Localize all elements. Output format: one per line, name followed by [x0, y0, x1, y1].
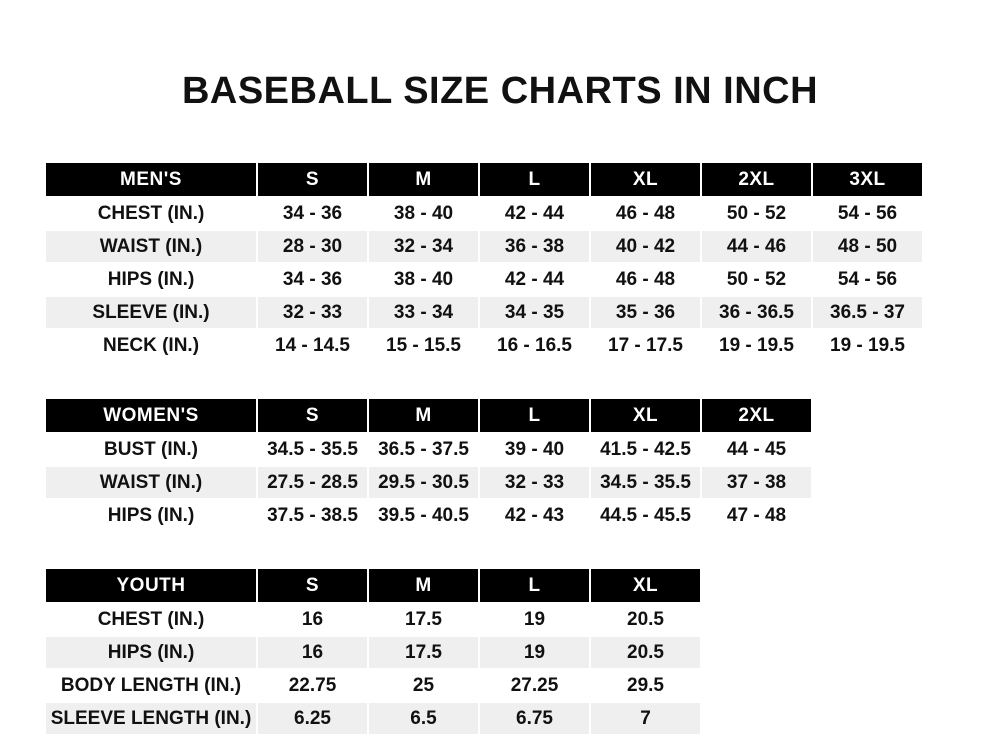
column-header: S	[257, 568, 368, 603]
column-header: M	[368, 568, 479, 603]
table-cell: 36.5 - 37	[812, 296, 923, 329]
table-cell: 6.5	[368, 702, 479, 735]
row-label: HIPS (IN.)	[45, 263, 257, 296]
column-header: M	[368, 162, 479, 197]
youth-size-table	[44, 567, 702, 736]
column-header: L	[479, 162, 590, 197]
column-header: XL	[590, 568, 701, 603]
table-cell: 19	[479, 603, 590, 636]
table-cell: 42 - 43	[479, 499, 590, 532]
column-header: S	[257, 398, 368, 433]
row-label: CHEST (IN.)	[45, 197, 257, 230]
table-row	[45, 636, 701, 669]
womens-size-table	[44, 397, 813, 533]
row-label: SLEEVE (IN.)	[45, 296, 257, 329]
table-header-row	[45, 162, 923, 197]
table-cell: 42 - 44	[479, 263, 590, 296]
table-cell: 25	[368, 669, 479, 702]
row-label: WAIST (IN.)	[45, 230, 257, 263]
table-header-row	[45, 398, 812, 433]
column-header: 3XL	[812, 162, 923, 197]
table-cell: 20.5	[590, 603, 701, 636]
row-label: NECK (IN.)	[45, 329, 257, 362]
table-cell: 33 - 34	[368, 296, 479, 329]
row-label: BODY LENGTH (IN.)	[45, 669, 257, 702]
column-header: XL	[590, 162, 701, 197]
row-label: SLEEVE LENGTH (IN.)	[45, 702, 257, 735]
table-cell: 37 - 38	[701, 466, 812, 499]
column-header: MEN'S	[45, 162, 257, 197]
table-cell: 36.5 - 37.5	[368, 433, 479, 466]
table-row	[45, 263, 923, 296]
row-label: HIPS (IN.)	[45, 636, 257, 669]
table-cell: 46 - 48	[590, 197, 701, 230]
table-cell: 17.5	[368, 603, 479, 636]
column-header: L	[479, 398, 590, 433]
page-title: BASEBALL SIZE CHARTS IN INCH	[181, 70, 819, 112]
column-header: WOMEN'S	[45, 398, 257, 433]
table-cell: 34 - 35	[479, 296, 590, 329]
table-cell: 44 - 46	[701, 230, 812, 263]
column-header: 2XL	[701, 162, 812, 197]
table-cell: 27.5 - 28.5	[257, 466, 368, 499]
table-cell: 50 - 52	[701, 263, 812, 296]
row-label: BUST (IN.)	[45, 433, 257, 466]
table-cell: 19 - 19.5	[701, 329, 812, 362]
table-cell: 48 - 50	[812, 230, 923, 263]
table-cell: 41.5 - 42.5	[590, 433, 701, 466]
table-cell: 28 - 30	[257, 230, 368, 263]
table-cell: 32 - 33	[257, 296, 368, 329]
table-row	[45, 603, 701, 636]
row-label: CHEST (IN.)	[45, 603, 257, 636]
table-row	[45, 329, 923, 362]
table-cell: 38 - 40	[368, 263, 479, 296]
table-cell: 15 - 15.5	[368, 329, 479, 362]
table-cell: 6.25	[257, 702, 368, 735]
table-cell: 34.5 - 35.5	[590, 466, 701, 499]
table-cell: 7	[590, 702, 701, 735]
table-cell: 36 - 38	[479, 230, 590, 263]
table-cell: 17 - 17.5	[590, 329, 701, 362]
table-cell: 32 - 33	[479, 466, 590, 499]
table-header-row	[45, 568, 701, 603]
column-header: L	[479, 568, 590, 603]
table-row	[45, 197, 923, 230]
column-header: XL	[590, 398, 701, 433]
table-cell: 35 - 36	[590, 296, 701, 329]
table-cell: 44 - 45	[701, 433, 812, 466]
table-cell: 19 - 19.5	[812, 329, 923, 362]
table-cell: 50 - 52	[701, 197, 812, 230]
table-row	[45, 669, 701, 702]
table-cell: 16	[257, 636, 368, 669]
table-cell: 39 - 40	[479, 433, 590, 466]
table-cell: 36 - 36.5	[701, 296, 812, 329]
column-header: S	[257, 162, 368, 197]
table-cell: 32 - 34	[368, 230, 479, 263]
table-row	[45, 230, 923, 263]
table-cell: 54 - 56	[812, 197, 923, 230]
table-cell: 39.5 - 40.5	[368, 499, 479, 532]
table-cell: 29.5	[590, 669, 701, 702]
table-cell: 46 - 48	[590, 263, 701, 296]
table-cell: 22.75	[257, 669, 368, 702]
table-cell: 42 - 44	[479, 197, 590, 230]
tables-container	[0, 161, 1000, 736]
table-row	[45, 296, 923, 329]
table-cell: 40 - 42	[590, 230, 701, 263]
row-label: HIPS (IN.)	[45, 499, 257, 532]
table-cell: 54 - 56	[812, 263, 923, 296]
table-cell: 38 - 40	[368, 197, 479, 230]
column-header: YOUTH	[45, 568, 257, 603]
table-row	[45, 499, 812, 532]
table-cell: 20.5	[590, 636, 701, 669]
column-header: M	[368, 398, 479, 433]
row-label: WAIST (IN.)	[45, 466, 257, 499]
table-cell: 14 - 14.5	[257, 329, 368, 362]
table-cell: 37.5 - 38.5	[257, 499, 368, 532]
table-cell: 16 - 16.5	[479, 329, 590, 362]
table-cell: 16	[257, 603, 368, 636]
column-header: 2XL	[701, 398, 812, 433]
table-row	[45, 466, 812, 499]
table-cell: 44.5 - 45.5	[590, 499, 701, 532]
table-row	[45, 702, 701, 735]
table-cell: 34 - 36	[257, 263, 368, 296]
table-row	[45, 433, 812, 466]
table-cell: 34 - 36	[257, 197, 368, 230]
table-cell: 6.75	[479, 702, 590, 735]
table-cell: 34.5 - 35.5	[257, 433, 368, 466]
table-cell: 19	[479, 636, 590, 669]
table-cell: 29.5 - 30.5	[368, 466, 479, 499]
table-cell: 17.5	[368, 636, 479, 669]
mens-size-table	[44, 161, 924, 363]
table-cell: 27.25	[479, 669, 590, 702]
table-cell: 47 - 48	[701, 499, 812, 532]
